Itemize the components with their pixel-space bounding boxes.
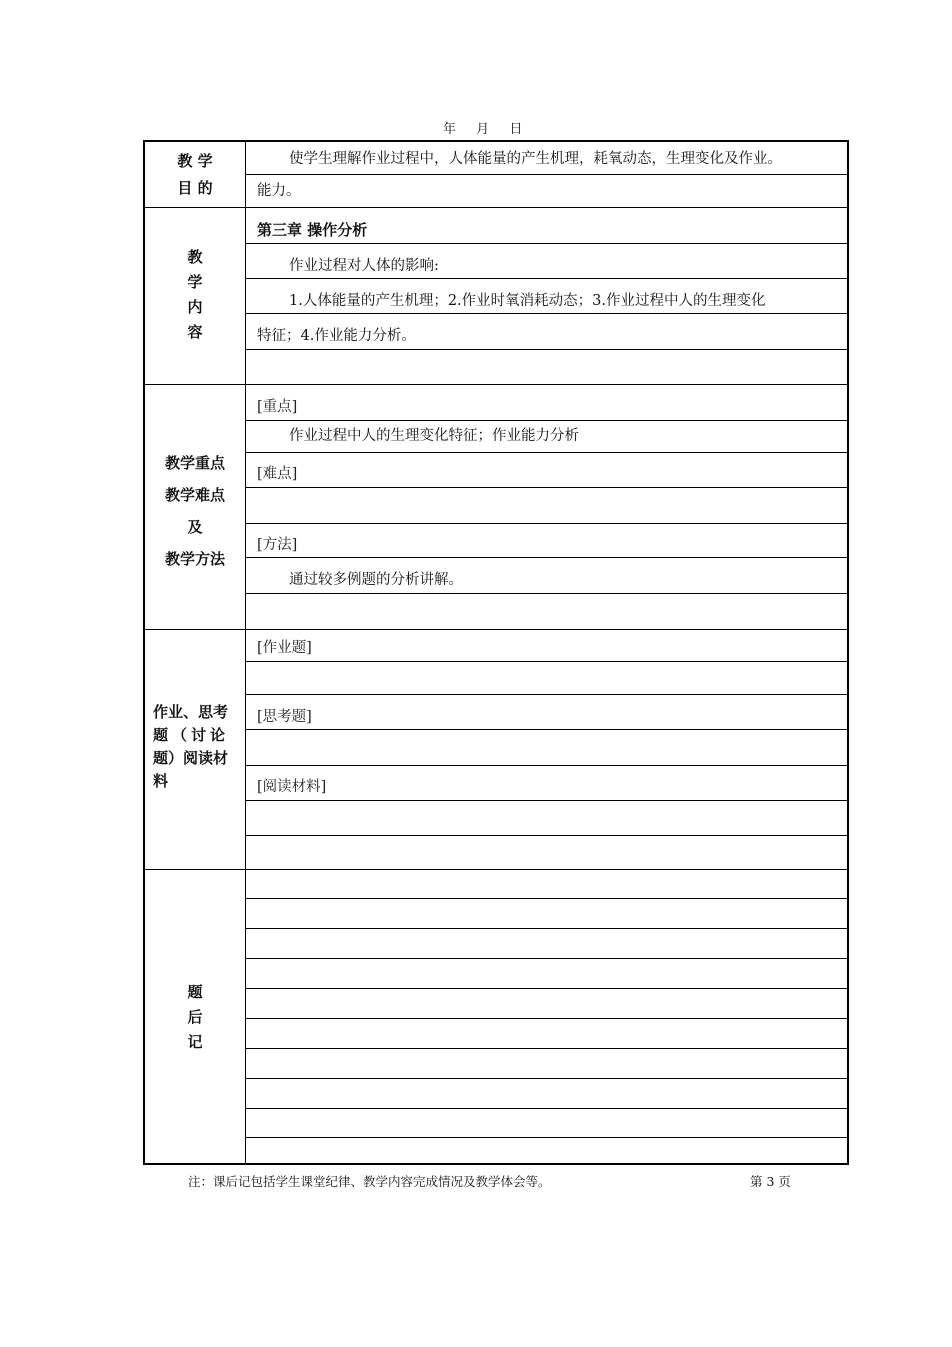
content-label-char: 内 bbox=[187, 298, 203, 316]
content-label-char: 容 bbox=[187, 323, 203, 341]
date-year: 年 bbox=[443, 122, 457, 137]
content-items-line2: 特征；4.作业能力分析。 bbox=[257, 328, 416, 344]
row-line bbox=[245, 988, 847, 989]
content-label bbox=[145, 250, 245, 340]
row-line bbox=[245, 174, 847, 175]
lesson-plan-table bbox=[143, 140, 849, 1165]
key-points-label-line: 教学重点 bbox=[164, 454, 225, 472]
row-line bbox=[245, 765, 847, 766]
focus-tag: [重点] bbox=[257, 399, 298, 415]
section-divider bbox=[145, 869, 847, 870]
row-line bbox=[245, 835, 847, 836]
homework-label-line: 题）阅读材 bbox=[153, 749, 229, 767]
page-number: 第 3 页 bbox=[750, 1174, 791, 1189]
row-line bbox=[245, 1108, 847, 1109]
focus-text: 作业过程中人的生理变化特征；作业能力分析 bbox=[289, 428, 579, 444]
row-line bbox=[245, 313, 847, 314]
section-divider bbox=[145, 629, 847, 630]
row-line bbox=[245, 1018, 847, 1019]
method-tag: [方法] bbox=[257, 537, 298, 553]
row-line bbox=[245, 661, 847, 662]
date-day: 日 bbox=[509, 122, 523, 137]
difficulty-tag: [难点] bbox=[257, 466, 298, 482]
section-divider bbox=[145, 207, 847, 208]
assignment-tag: [作业题] bbox=[257, 640, 312, 656]
purpose-text-line1: 使学生理解作业过程中，人体能量的产生机理，耗氧动态，生理变化及作业。 bbox=[289, 151, 782, 167]
row-line bbox=[245, 593, 847, 594]
row-line bbox=[245, 523, 847, 524]
content-items-line1: 1.人体能量的产生机理；2.作业时氧消耗动态；3.作业过程中人的生理变化 bbox=[289, 293, 766, 309]
row-line bbox=[245, 557, 847, 558]
date-month: 月 bbox=[476, 122, 490, 137]
key-points-label-line: 教学方法 bbox=[164, 550, 225, 568]
afterword-label-char: 后 bbox=[187, 1008, 203, 1026]
reading-tag: [阅读材料] bbox=[257, 779, 327, 795]
row-line bbox=[245, 420, 847, 421]
row-line bbox=[245, 898, 847, 899]
homework-label bbox=[145, 705, 245, 789]
key-points-label-line: 及 bbox=[187, 518, 203, 536]
footer-note: 注：课后记包括学生课堂纪律、教学内容完成情况及教学体会等。 bbox=[188, 1174, 551, 1189]
row-line bbox=[245, 487, 847, 488]
afterword-label-char: 记 bbox=[187, 1033, 203, 1051]
purpose-text-line2: 能力。 bbox=[257, 183, 301, 199]
date-line bbox=[443, 118, 538, 137]
row-line bbox=[245, 958, 847, 959]
section-divider bbox=[145, 384, 847, 385]
purpose-label-line: 目 的 bbox=[177, 179, 213, 197]
content-intro: 作业过程对人体的影响: bbox=[289, 258, 439, 274]
afterword-label-char: 题 bbox=[187, 983, 203, 1001]
row-line bbox=[245, 1078, 847, 1079]
content-label-char: 学 bbox=[187, 273, 203, 291]
row-line bbox=[245, 729, 847, 730]
homework-label-line: 题（讨论 bbox=[153, 726, 230, 744]
row-line bbox=[245, 800, 847, 801]
method-text: 通过较多例题的分析讲解。 bbox=[289, 572, 463, 588]
row-line bbox=[245, 349, 847, 350]
thinking-tag: [思考题] bbox=[257, 709, 312, 725]
purpose-label-line: 教 学 bbox=[177, 152, 213, 170]
row-line bbox=[245, 928, 847, 929]
purpose-label bbox=[145, 154, 245, 196]
row-line bbox=[245, 1048, 847, 1049]
row-line bbox=[245, 243, 847, 244]
key-points-label-line: 教学难点 bbox=[164, 486, 225, 504]
row-line bbox=[245, 278, 847, 279]
key-points-label bbox=[145, 456, 245, 567]
afterword-label bbox=[145, 985, 245, 1050]
row-line bbox=[245, 694, 847, 695]
row-line bbox=[245, 452, 847, 453]
content-label-char: 教 bbox=[187, 248, 203, 266]
homework-label-line: 料 bbox=[153, 772, 169, 790]
column-divider bbox=[245, 142, 246, 1163]
homework-label-line: 作业、思考 bbox=[153, 703, 229, 721]
row-line bbox=[245, 1137, 847, 1138]
chapter-title: 第三章 操作分析 bbox=[257, 221, 368, 239]
